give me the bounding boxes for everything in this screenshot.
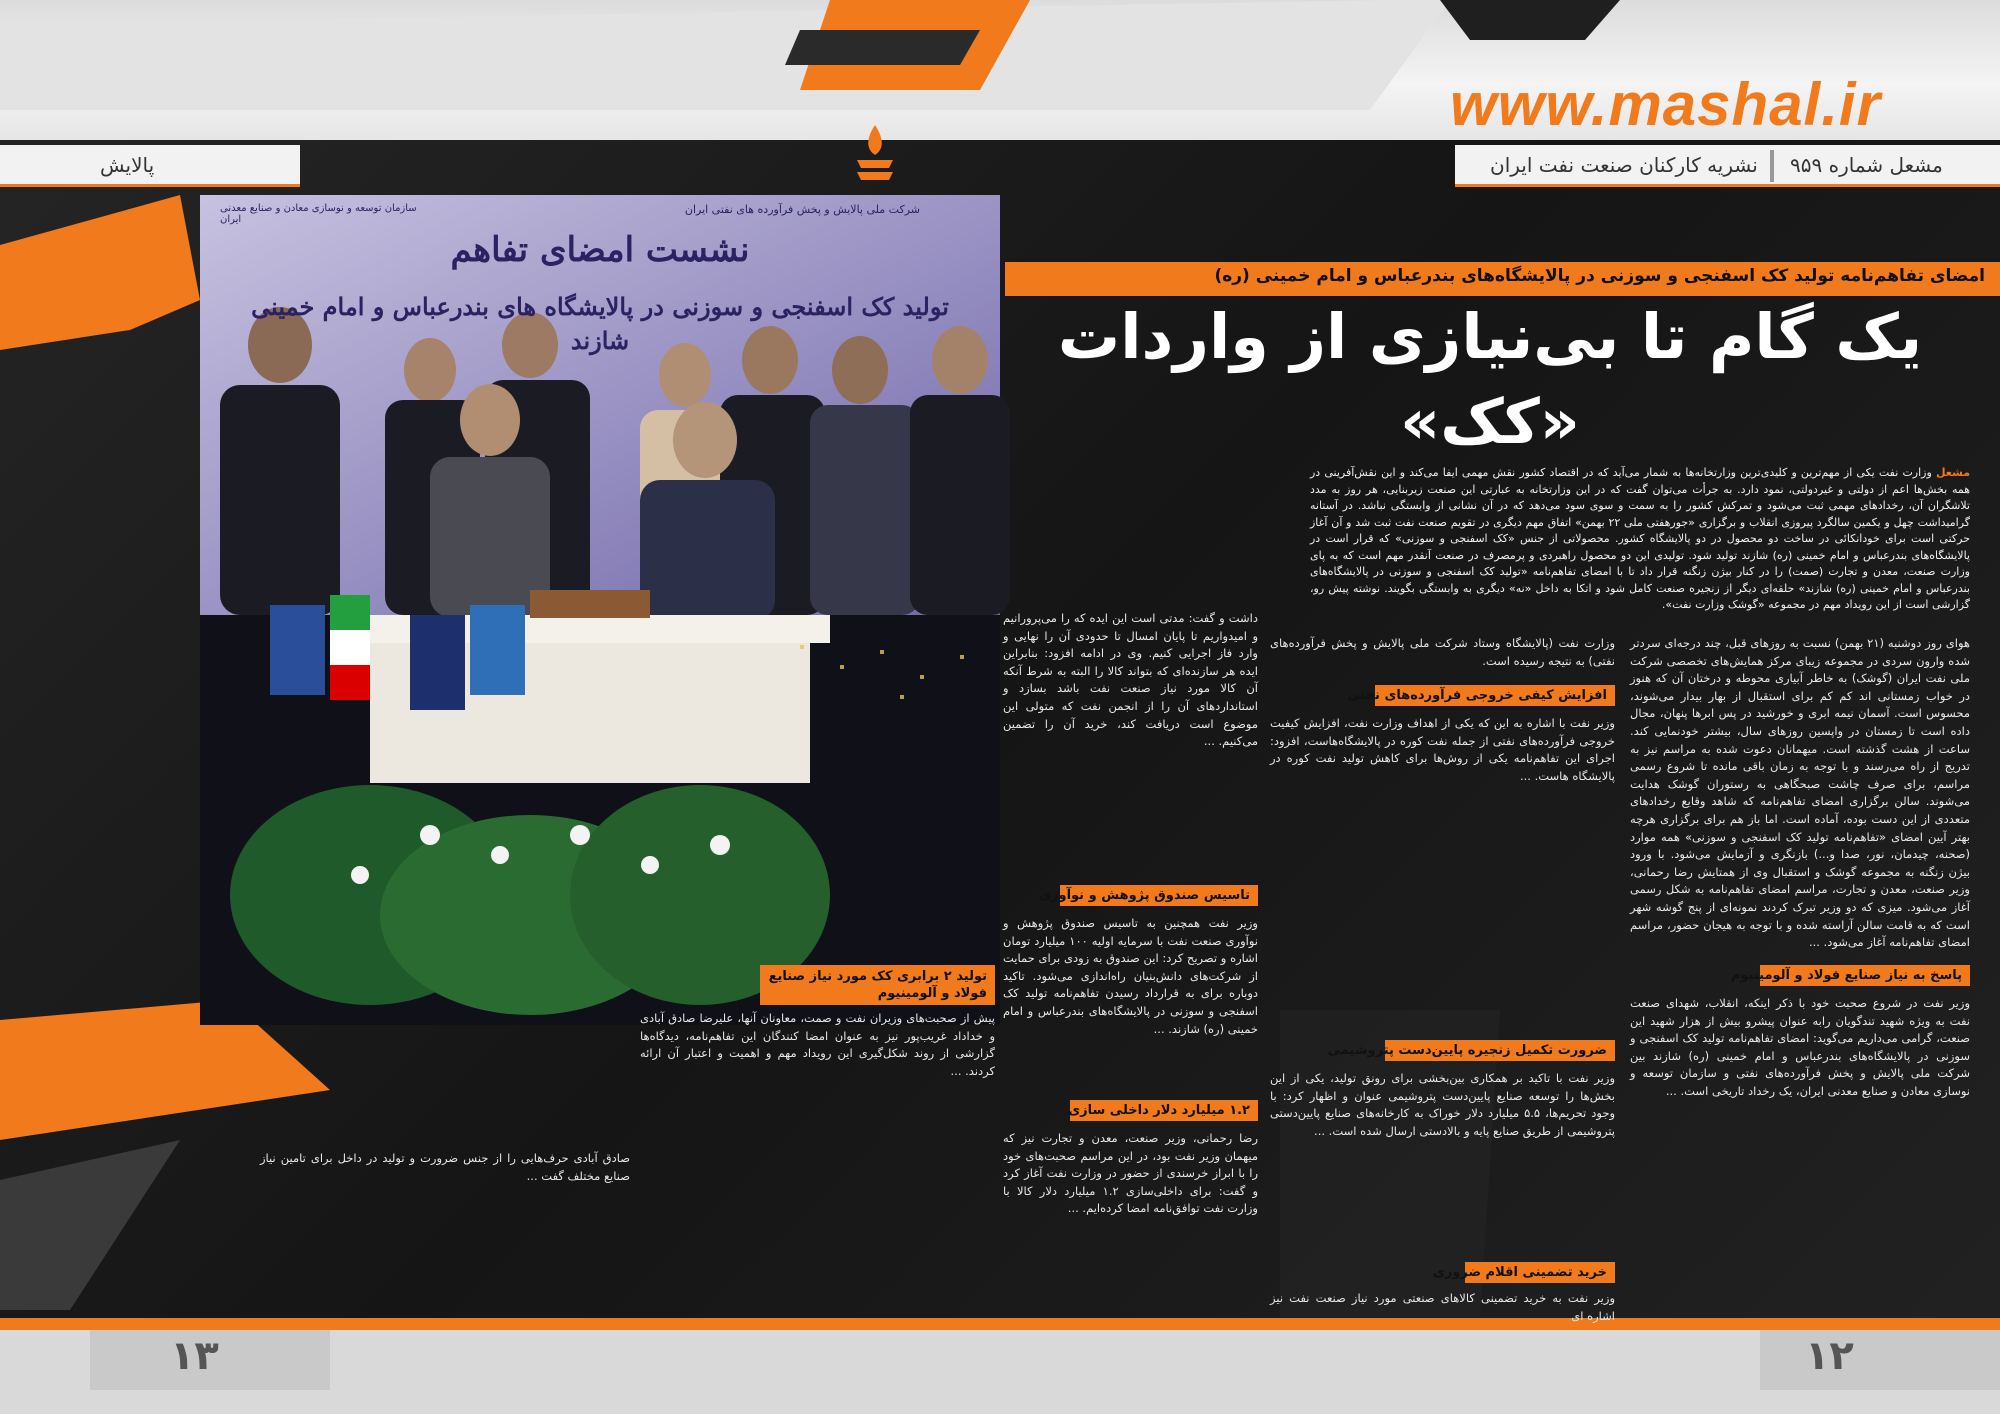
- subheading-petrochemical-chain: ضرورت تکمیل زنجیره پایین‌دست پتروشیمی: [1385, 1040, 1615, 1061]
- website-url[interactable]: www.mashal.ir: [1450, 71, 1881, 138]
- headline-line2: «کک»: [1400, 385, 1580, 458]
- publication-name: نشریه کارکنان صنعت نفت ایران: [1490, 153, 1758, 177]
- column-c-paragraph-2: وزیر نفت همچنین به تاسیس صندوق پژوهش و نوآوری صنعت نفت با سرمایه اولیه ۱۰۰ میلیارد تومان اشاره و تصریح کرد: این صندوق به زودی برای حمایت از شرکت‌های دانش‌بنیان راه‌اندازی می‌شود. تاکید دوباره برای به قرارداد رسیدن تفاهم‌نامه تولید کک اسفنجی و سوزنی در پالایشگاه‌های بندرعباس و امام خمینی (ره) شازند. ...: [1003, 916, 1258, 1036]
- column-a-paragraph-1: هوای روز دوشنبه (۲۱ بهمن) نسبت به روزهای قبل، چند درجه‌ای سردتر شده وارون سردی در مجموعه زیبای مرکز همایش‌های تخصصی شرکت ملی نفت ایران (گوشک) به خاطر آبیاری محوطه و درختان آن که هنوز در خواب زمستانی اند کم کم برای استقبال از بهار بیدار می‌شوند، محسوس است. آسمان نیمه ابری و خورشید در پس ابرها پنهان، مجال داده است تا زمستان در واپسین روزهای سال، بیشتر خودنمایی کند. ساعت از هشت گذشته است. میهمانان دعوت شده به مراسم نیز به تدریج از راه می‌رسند و با توجه به زمان باقی مانده تا شروع رسمی مراسم، برای صرف چاشت صبحگاهی به رستوران گوشک هدایت می‌شوند. سالن برگزاری امضای تفاهم‌نامه که شاهد وقایع رخدادهای متعددی از این دست بوده، آماده است. اما باز هم برای برگزاری هرچه بهتر آیین امضای «تفاهم‌نامه تولید کک اسفنجی و سوزنی» همه موارد (صحنه، چیدمان، نور، صدا و...) بازنگری و آزمایش می‌شود. با ورود بیژن زنگنه به مجموعه گوشک و استقبال وی از همتایش رضا رحمانی، وزیر صنعت، معدن و تجارت، مراسم امضای تفاهم‌نامه به شکل رسمی آغاز می‌شود. میزی که دو وزیر تبرک کردند نمونه‌ای از پنج گوشه شهر است که به قامت سالن آراسته شده و با توجه به هیجان حضور، مراسم امضای تفاهم‌نامه آغاز می‌شود. ...: [1630, 636, 1970, 950]
- signing-ceremony-photo: [200, 195, 1000, 1025]
- subheading-steel-aluminum: پاسخ به نیاز صنایع فولاد و آلومینیوم: [1760, 965, 1970, 986]
- column-a-paragraph-2: وزیر نفت در شروع صحبت خود با ذکر اینکه، انقلاب، شهدای صنعت نفت به ویژه شهید تندگویان رابه عنوان پیشرو بیش از هزار شهید این صنعت، گرامی می‌داریم می‌گوید: امضای تفاهم‌نامه تولید کک اسفنجی و سوزنی در پالایشگاه‌های بندرعباس و امام خمینی (ره) شازند بین شرکت ملی پالایش و پخش فرآورده‌های نفتی و سازمان توسعه و نوسازی معادن و صنایع معدنی ایران، یک رخداد تاریخی است. ...: [1630, 996, 1970, 1098]
- lead-paragraph: [1310, 465, 1971, 611]
- page-number-right: ۱۲: [1805, 1333, 1854, 1379]
- headline-line1: یک گام تا بی‌نیازی از واردات: [1057, 300, 1923, 373]
- page-number-left: ۱۳: [170, 1333, 219, 1379]
- column-b-paragraph-4: وزیر نفت به خرید تضمینی کالاهای صنعتی مورد نیاز صنعت نفت نیز اشاره ای: [1270, 1291, 1615, 1323]
- column-b-paragraph-1: وزارت نفت (پالایشگاه وستاد شرکت ملی پالایش و پخش فرآورده‌های نفتی) به نتیجه رسیده است.: [1270, 636, 1615, 668]
- column-b-paragraph-3: وزیر نفت با تاکید بر همکاری بین‌بخشی برای رونق تولید، یکی از این بخش‌ها را توسعه صنایع پایین‌دست پتروشیمی عنوان و اظهار کرد: با وجود تحریم‌ها، ۵.۵ میلیارد دلار خوراک به کارخانه‌های صنایع پایین‌دستی پتروشیمی از طریق صنایع پایه و بالادستی ارسال شده است. ...: [1270, 1071, 1616, 1138]
- column-d-paragraph-1: پیش از صحبت‌های وزیران نفت و صمت، معاونان آنها، علیرضا صادق آبادی و خداداد غریب‌پور نیز به عنوان امضا کنندگان این تفاهم‌نامه، دیدگاه‌ها گزارشی از روند شکل‌گیری این رویداد مهم و اهمیت و اعتبار آن ارائه کردند. ...: [640, 1011, 995, 1078]
- column-c-paragraph-3: رضا رحمانی، وزیر صنعت، معدن و تجارت نیز که میهمان وزیر نفت بود، در این مراسم صحبت‌های خود را با ابراز خرسندی از حضور در وزارت نفت آغاز کرد و گفت: برای داخلی‌سازی ۱.۲ میلیارد دلار کالا با وزارت نفت توافق‌نامه امضا کرده‌ایم. ...: [1003, 1131, 1258, 1216]
- banner-subtitle: تولید کک اسفنجی و سوزنی در پالایشگاه های بندرعباس و امام خمینی شازند: [251, 292, 949, 355]
- lead-text: وزارت نفت یکی از مهم‌ترین و کلیدی‌ترین وزارتخانه‌ها به شمار می‌آید که در اقتصاد کشور نقش مهمی ایفا می‌کند و این نقش‌آفرینی در همه بخش‌ها اعم از دولتی و غیردولتی، نمود دارد. به جرأت می‌توان گفت که در این وزارتخانه به عبارتی این صنعت زیربنایی، هر روز به مدد تلاشگران آن، رخدادهای مهمی ثبت می‌شود و تمرکش کشور را به سمت و سوی سود می‌دهد که در آن نشانی از وابستگی نباشد. در آستانه گرامیداشت چهل و یکمین سالگرد پیروزی انقلاب و برگزاری «جورهفتی ملی ۲۲ بهمن» اتفاق مهم دیگری در تقویم صنعت نفت ثبت شد و آن آغاز حرکتی است برای خودانکائی در ساخت دو محصول در دو پالایشگاه کشور. محصولاتی از جنس «کک اسفنجی و سوزنی» که قرار است در پالایشگاه‌های بندرعباس و امام خمینی (ره) شازند تولید شود. تولیدی این دو محصول راهبردی و پرمصرف در صنعت آنقدر مهم است که به پای وزارت صنعت، معدن و تجارت (صمت) را در کنار بیژن زنگنه قرار داد تا با امضای تفاهم‌نامه «تولید کک اسفنجی و سوزنی در پالایشگاه‌های بندرعباس و امام خمینی (ره) شازند» حلقه‌ای دیگر از زنجیره صنعت کامل شود و اتکا به داخل «نه» دیگری به وابستگی بگویند. نوشته پیش رو، گزارشی است از این رویداد مهم در مجموعه «گوشک وزارت نفت».: [1310, 466, 1971, 611]
- subheading-guaranteed-purchase: خرید تضمینی اقلام ضروری: [1465, 1262, 1615, 1283]
- header-divider: [1770, 150, 1774, 182]
- banner-org: شرکت ملی پالایش و پخش فرآورده های نفتی ایران: [684, 203, 920, 216]
- kicker-text: امضای تفاهم‌نامه تولید کک اسفنجی و سوزنی در پالایشگاه‌های بندرعباس و امام خمینی (ره): [1214, 266, 1985, 286]
- banner-org2: سازمان توسعه و نوسازی معادن و صنایع معدنی ایران: [220, 203, 417, 225]
- subheading-localization: ۱.۲ میلیارد دلار داخلی سازی: [1070, 1100, 1258, 1121]
- section-label: پالایش: [100, 153, 155, 177]
- column-d-paragraph-2: صادق آبادی حرف‌هایی را از جنس ضرورت و تولید در داخل برای تامین نیاز صنایع مختلف گفت ...: [260, 1151, 630, 1183]
- banner-title: نشست امضای تفاهم: [450, 230, 750, 270]
- lead-signature: مشعل: [1935, 466, 1970, 479]
- page-number-box-right: [1760, 1330, 2000, 1390]
- subheading-double-production: تولید ۲ برابری کک مورد نیاز صنایع فولاد و آلومینیوم: [760, 965, 995, 1005]
- issue-number: مشعل شماره ۹۵۹: [1790, 153, 1943, 177]
- oil-company-logo-icon: [845, 120, 905, 190]
- column-b-paragraph-2: وزیر نفت با اشاره به این که یکی از اهداف وزارت نفت، افزایش کیفیت خروجی فرآورده‌های نفتی از جمله نفت کوره در پالایشگاه‌هاست، افزود: اجرای این تفاهم‌نامه یکی از روش‌ها برای کاهش تولید نفت کوره در پالایشگاه هاست. ...: [1270, 716, 1615, 783]
- subheading-research-fund: تاسیس صندوق پژوهش و نوآوری: [1060, 885, 1258, 906]
- column-c-paragraph-1: داشت و گفت: مدتی است این ایده که را می‌پرورانیم و امیدواریم تا پایان امسال تا حدودی آن را نهایی و وارد فاز اجرایی کنیم. وی در ادامه افزود: بنابراین ایده هر سازنده‌ای که بتواند کالا را البته به شرط آنکه آن کالا مورد نیاز صنعت نفت باشد بسازد و استانداردهای آن را از انجمن نفت که متولی این موضوع است دریافت کند، خرید آن را تضمین می‌کنیم. ...: [1003, 611, 1258, 749]
- subheading-quality-output: افزایش کیفی خروجی فرآورده‌های نفتی: [1375, 685, 1615, 706]
